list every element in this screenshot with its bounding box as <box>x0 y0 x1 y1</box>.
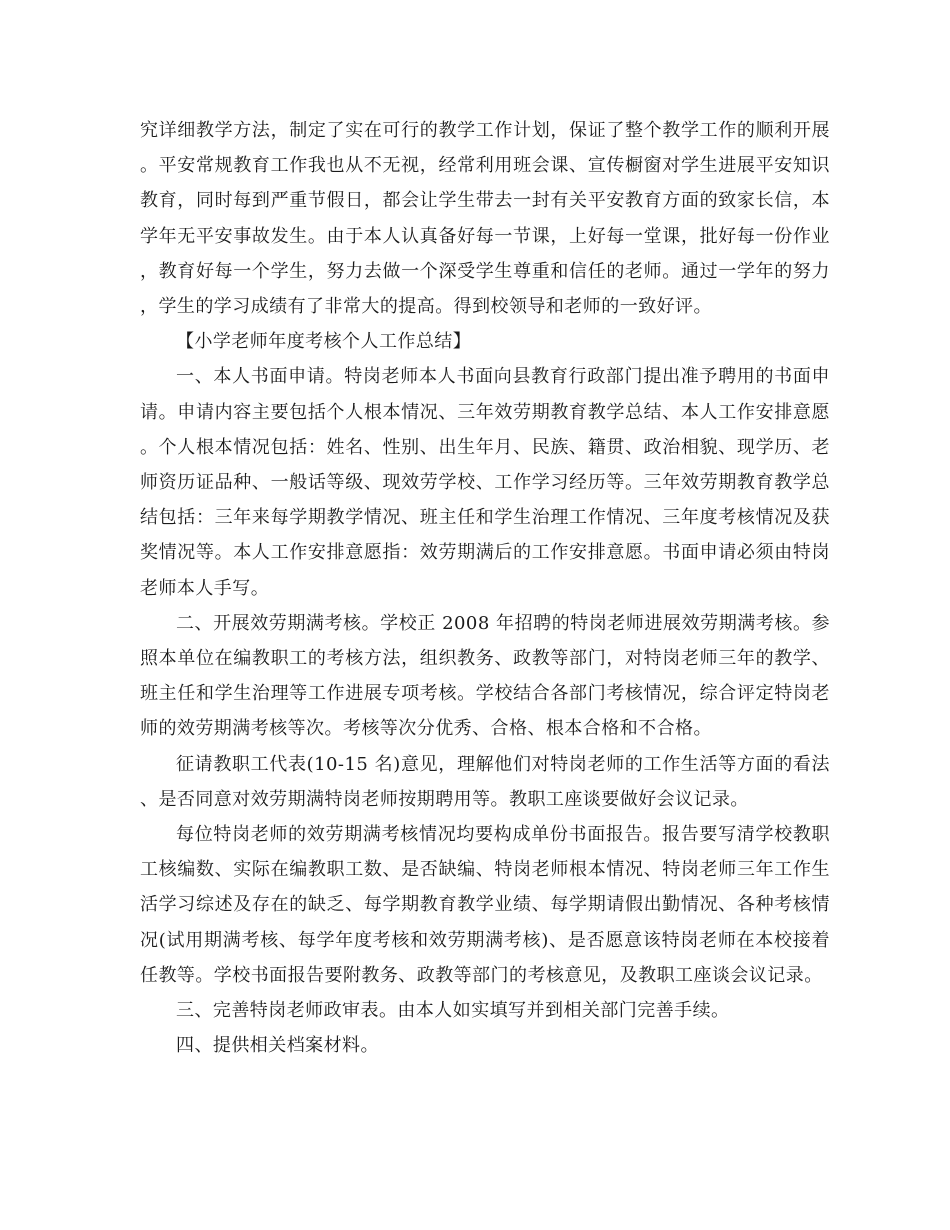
paragraph-continued-intro: 究详细教学方法，制定了实在可行的教学工作计划，保证了整个教学工作的顺利开展。平安常规教育工作我也从不无视，经常利用班会课、宣传橱窗对学生进展平安知识教育，同时每到严重节假日，都会让学生带去一封有关平安教育方面的致家长信，本学年无平安事故发生。由于本人认真备好每一节课，上好每一堂课，批好每一份作业，教育好每一个学生，努力去做一个深受学生尊重和信任的老师。通过一学年的努力，学生的学习成绩有了非常大的提高。得到校领导和老师的一致好评。 <box>140 120 830 318</box>
paragraph-service-assessment: 二、开展效劳期满考核。学校正 2008 年招聘的特岗老师进展效劳期满考核。参照本单位在编教职工的考核方法，组织教务、政教等部门，对特岗老师三年的教学、班主任和学生治理等工作进展专项考核。学校结合各部门考核情况，综合评定特岗老师的效劳期满考核等次。考核等次分优秀、合格、根本合格和不合格。 <box>140 612 830 740</box>
paragraph-written-report: 每位特岗老师的效劳期满考核情况均要构成单份书面报告。报告要写清学校教职工核编数、实际在编教职工数、是否缺编、特岗老师根本情况、特岗老师三年工作生活学习综述及存在的缺乏、每学期教育教学业绩、每学期请假出勤情况、各种考核情况(试用期满考核、每学年度考核和效劳期满考核)、是否愿意该特岗老师在本校接着任教等。学校书面报告要附教务、政教等部门的考核意见，及教职工座谈会议记录。 <box>140 824 830 986</box>
paragraph-written-application: 一、本人书面申请。特岗老师本人书面向县教育行政部门提出准予聘用的书面申请。申请内容主要包括个人根本情况、三年效劳期教育教学总结、本人工作安排意愿。个人根本情况包括：姓名、性别、出生年月、民族、籍贯、政治相貌、现学历、老师资历证品种、一般话等级、现效劳学校、工作学习经历等。三年效劳期教育教学总结包括：三年来每学期教学情况、班主任和学生治理工作情况、三年度考核情况及获奖情况等。本人工作安排意愿指：效劳期满后的工作安排意愿。书面申请必须由特岗老师本人手写。 <box>140 366 830 599</box>
paragraph-staff-opinions: 征请教职工代表(10-15 名)意见，理解他们对特岗老师的工作生活等方面的看法、是否同意对效劳期满特岗老师按期聘用等。教职工座谈要做好会议记录。 <box>140 753 830 810</box>
document-body <box>140 113 830 1063</box>
paragraph-political-review: 三、完善特岗老师政审表。由本人如实填写并到相关部门完善手续。 <box>176 1000 730 1022</box>
section-heading: 【小学老师年度考核个人工作总结】 <box>176 331 472 353</box>
paragraph-archive-materials: 四、提供相关档案材料。 <box>176 1035 379 1057</box>
